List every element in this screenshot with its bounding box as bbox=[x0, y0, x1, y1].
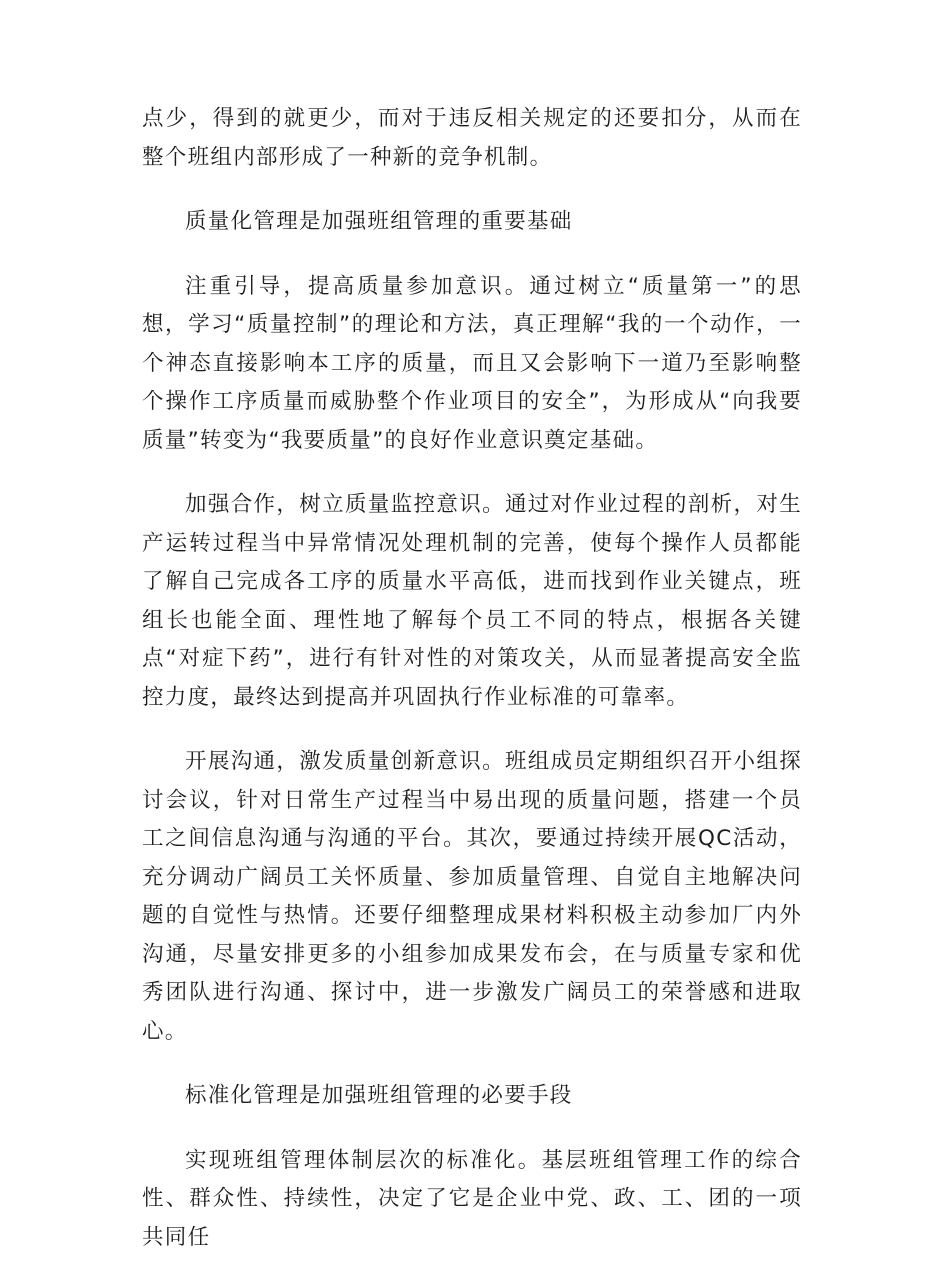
section-heading-quality: 质量化管理是加强班组管理的重要基础 bbox=[185, 209, 573, 234]
paragraph-communication: 开展沟通，激发质量创新意识。班组成员定期组织召开小组探讨会议，针对日常生产过程当中易出现的质量问题，搭建一个员工之间信息沟通与沟通的平台。其次，要通过持续开展QC活动，充分调动广阔员工关怀质量、参加质量管理、自觉自主地解决问题的自觉性与热情。还要仔细整理成果材料积极主动参加厂内外沟通，尽量安排更多的小组参加成果发布会，在与质量专家和优秀团队进行沟通、探讨中，进一步激发广阔员工的荣誉感和进取心。 bbox=[142, 749, 802, 1044]
document-body bbox=[142, 100, 802, 1283]
paragraph-guidance: 注重引导，提高质量参加意识。通过树立“质量第一”的思想，学习“质量控制”的理论和方法，真正理解“我的一个动作，一个神态直接影响本工序的质量，而且又会影响下一道乃至影响整个操作工序质量而威胁整个作业项目的安全”，为形成从“向我要质量”转变为“我要质量”的良好作业意识奠定基础。 bbox=[142, 273, 802, 453]
section-heading-standardization: 标准化管理是加强班组管理的必要手段 bbox=[185, 1083, 573, 1108]
paragraph-cooperation: 加强合作，树立质量监控意识。通过对作业过程的剖析，对生产运转过程当中异常情况处理机制的完善，使每个操作人员都能了解自己完成各工序的质量水平高低，进而找到作业关键点，班组长也能全面、理性地了解每个员工不同的特点，根据各关键点“对症下药”，进行有针对性的对策攻关，从而显著提高安全监控力度，最终达到提高并巩固执行作业标准的可靠率。 bbox=[142, 492, 802, 710]
paragraph-continuation: 点少，得到的就更少，而对于违反相关规定的还要扣分，从而在整个班组内部形成了一种新的竞争机制。 bbox=[142, 106, 802, 170]
paragraph-standardization: 实现班组管理体制层次的标准化。基层班组管理工作的综合性、群众性、持续性，决定了它是企业中党、政、工、团的一项共同任 bbox=[142, 1147, 802, 1250]
